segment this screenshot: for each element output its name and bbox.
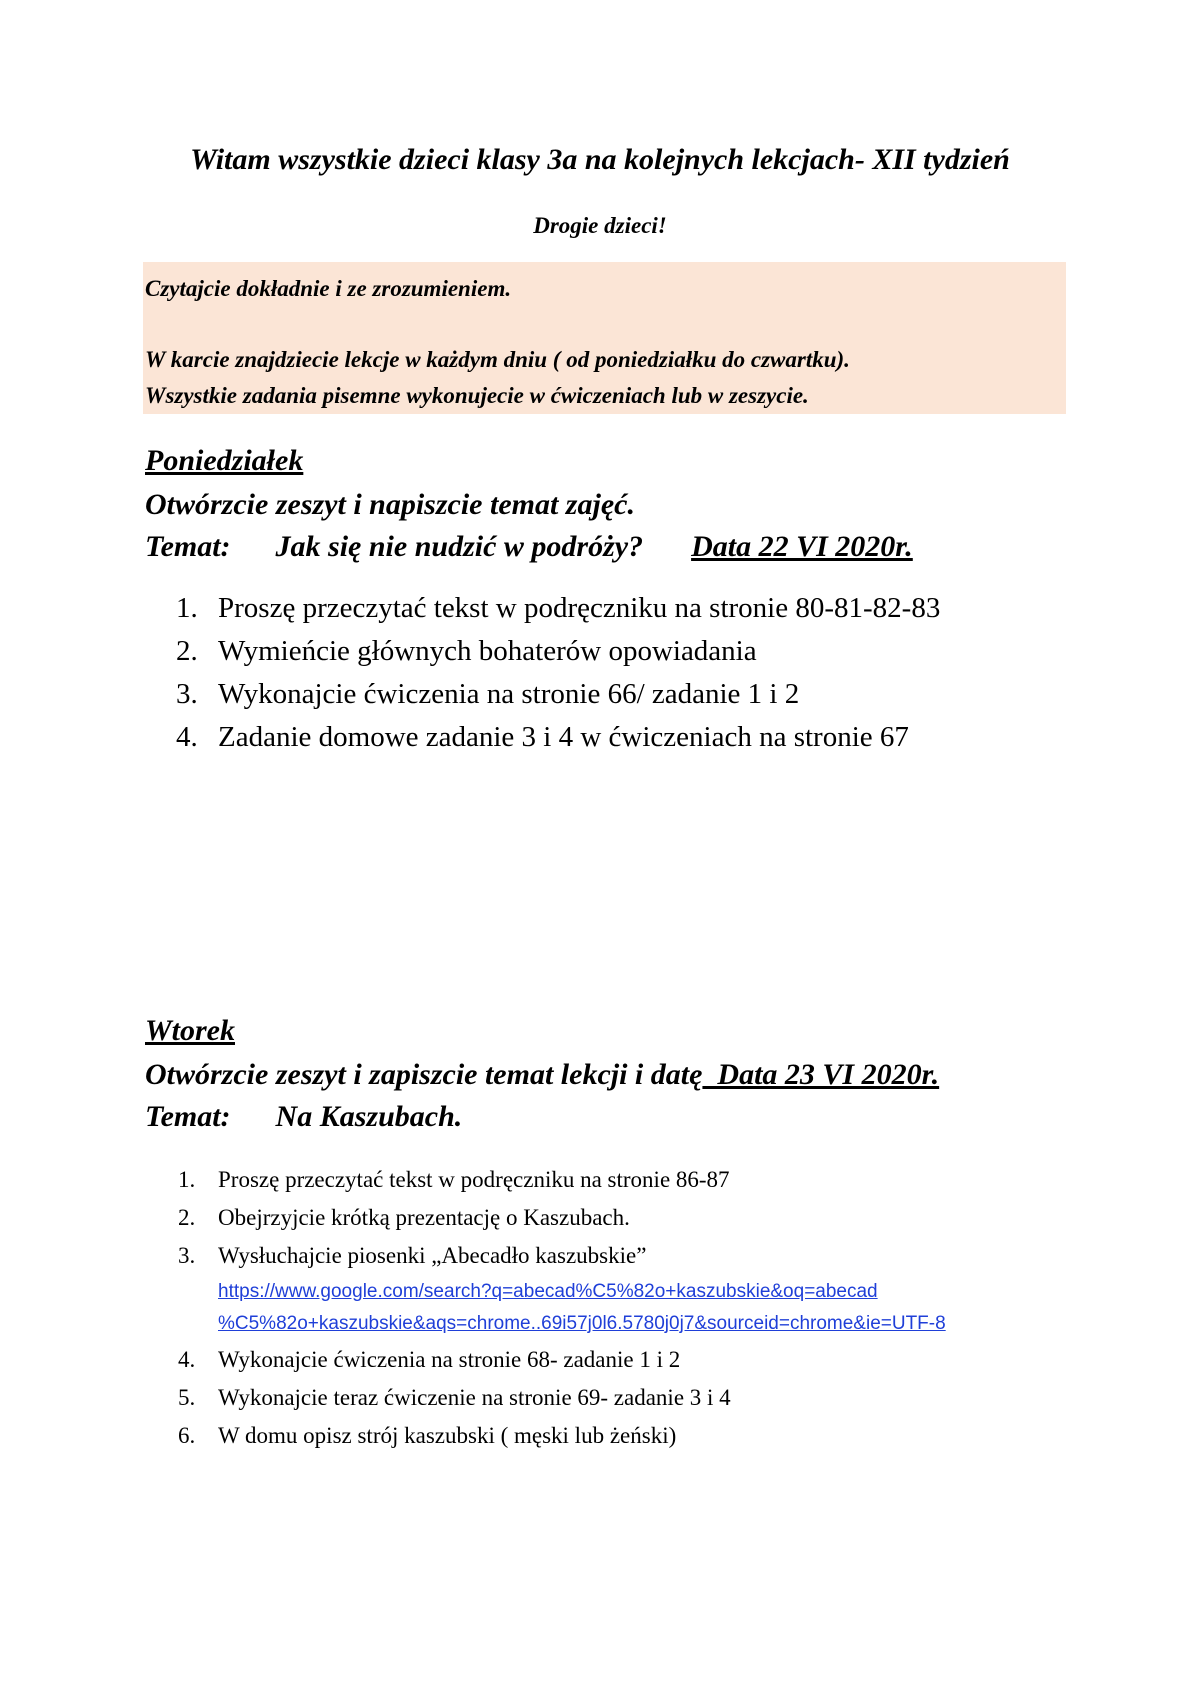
tuesday-topic-line (145, 1100, 462, 1134)
notice-line-2: W karcie znajdziecie lekcje w każdym dniu ( od poniedziałku do czwartku). (145, 347, 850, 372)
list-item-number: 3. (176, 678, 198, 710)
tuesday-date: Data 23 VI 2020r. (702, 1058, 940, 1091)
list-item-text: Proszę przeczytać tekst w podręczniku na stronie 80-81-82-83 (218, 592, 941, 624)
list-item-text: Wykonajcie teraz ćwiczenie na stronie 69- zadanie 3 i 4 (218, 1385, 731, 1410)
song-link-line-2[interactable]: %C5%82o+kaszubskie&aqs=chrome..69i57j0l6.5780j0j7&sourceid=chrome&ie=UTF-8 (218, 1313, 946, 1334)
monday-topic-line (145, 530, 913, 564)
song-link-line-1[interactable]: https://www.google.com/search?q=abecad%C5%82o+kaszubskie&oq=abecad (218, 1281, 878, 1302)
list-item-number: 3. (178, 1243, 196, 1268)
page-title: Witam wszystkie dzieci klasy 3a na kolejnych lekcjach- XII tydzień (190, 143, 1010, 176)
greeting: Drogie dzieci! (533, 213, 667, 238)
list-item-text: Obejrzyjcie krótką prezentację o Kaszubach. (218, 1205, 630, 1230)
tuesday-heading: Wtorek (145, 1014, 235, 1047)
tuesday-instruction: Otwórzcie zeszyt i zapiszcie temat lekcji i datę (145, 1058, 703, 1091)
list-item-number: 5. (178, 1385, 196, 1410)
list-item-number: 4. (178, 1347, 196, 1372)
list-item-text: Wykonajcie ćwiczenia na stronie 68- zadanie 1 i 2 (218, 1347, 681, 1372)
monday-topic: Jak się nie nudzić w podróży? (275, 530, 644, 563)
list-item-number: 2. (178, 1205, 196, 1230)
list-item-number: 6. (178, 1423, 196, 1448)
list-item-text: Wykonajcie ćwiczenia na stronie 66/ zadanie 1 i 2 (218, 678, 800, 710)
list-item-number: 1. (176, 592, 198, 624)
monday-heading: Poniedziałek (145, 444, 304, 477)
tuesday-instruction-line (145, 1058, 939, 1092)
list-item-number: 1. (178, 1167, 196, 1192)
list-item-text: Wysłuchajcie piosenki „Abecadło kaszubskie” (218, 1243, 647, 1268)
list-item-text: Proszę przeczytać tekst w podręczniku na stronie 86-87 (218, 1167, 730, 1192)
monday-date: Data 22 VI 2020r. (691, 530, 913, 563)
monday-instruction: Otwórzcie zeszyt i napiszcie temat zajęć. (145, 488, 635, 521)
list-item-text: Zadanie domowe zadanie 3 i 4 w ćwiczeniach na stronie 67 (218, 721, 909, 753)
notice-line-3: Wszystkie zadania pisemne wykonujecie w ćwiczeniach lub w zeszycie. (145, 383, 809, 408)
notice-box (143, 262, 1066, 414)
tuesday-topic: Na Kaszubach. (275, 1100, 463, 1133)
list-item-text: W domu opisz strój kaszubski ( męski lub żeński) (218, 1423, 677, 1448)
list-item-number: 4. (176, 721, 198, 753)
tuesday-topic-label: Temat: (145, 1100, 231, 1133)
notice-line-1: Czytajcie dokładnie i ze zrozumieniem. (145, 276, 512, 301)
monday-topic-label: Temat: (145, 530, 231, 563)
list-item-text: Wymieńcie głównych bohaterów opowiadania (218, 635, 757, 667)
list-item-number: 2. (176, 635, 198, 667)
